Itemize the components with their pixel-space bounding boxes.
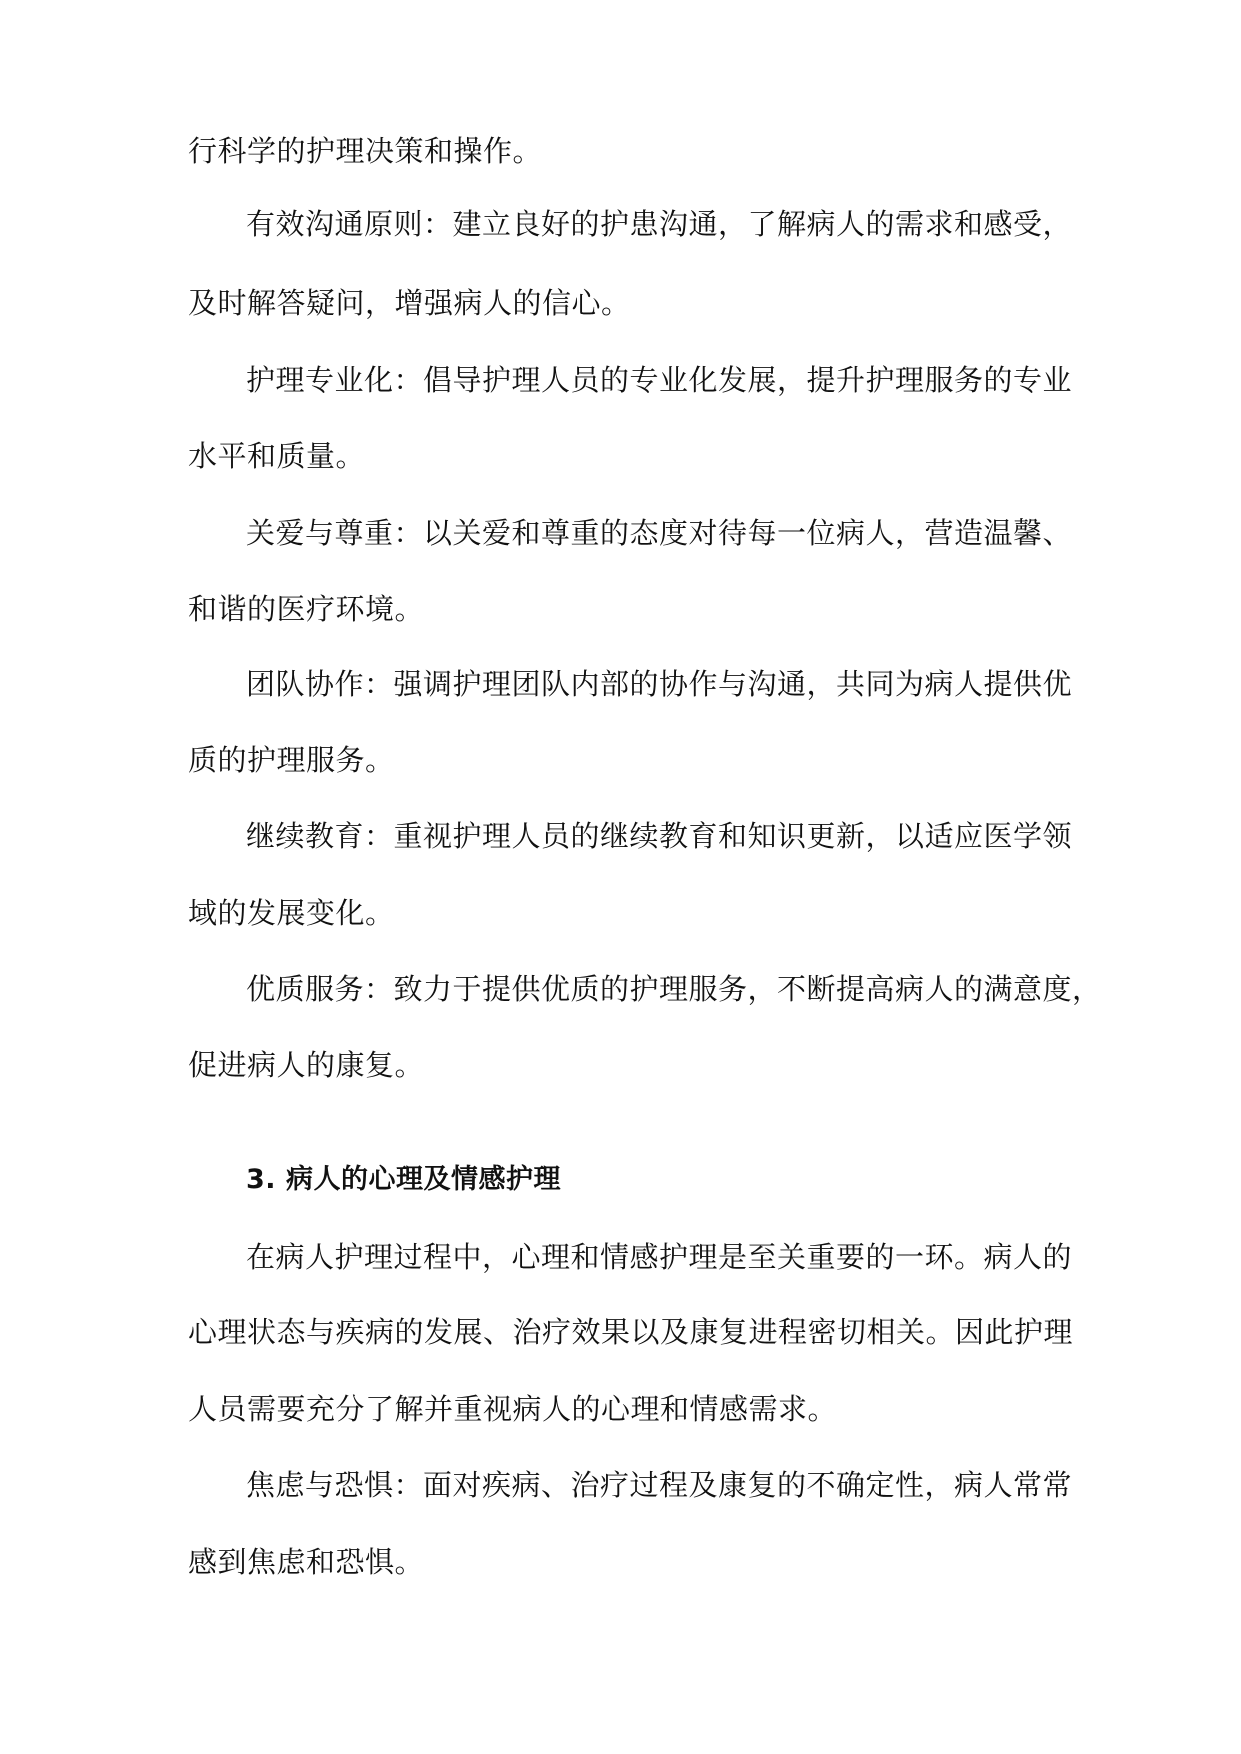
paragraph-psychological-care-line-3: 人员需要充分了解并重视病人的心理和情感需求。 xyxy=(188,1392,838,1426)
text-line-1: 行科学的护理决策和操作。 xyxy=(188,134,543,168)
paragraph-care-respect-line-2: 和谐的医疗环境。 xyxy=(188,592,425,626)
paragraph-anxiety-fear-line-1: 焦虑与恐惧：面对疾病、治疗过程及康复的不确定性，病人常常 xyxy=(246,1468,1073,1502)
paragraph-professionalization-line-2: 水平和质量。 xyxy=(188,439,366,473)
paragraph-quality-service-line-2: 促进病人的康复。 xyxy=(188,1048,425,1082)
paragraph-continuing-education-line-2: 域的发展变化。 xyxy=(188,896,395,930)
paragraph-psychological-care-line-1: 在病人护理过程中，心理和情感护理是至关重要的一环。病人的 xyxy=(246,1240,1073,1274)
paragraph-care-respect-line-1: 关爱与尊重：以关爱和尊重的态度对待每一位病人，营造温馨、 xyxy=(246,516,1073,550)
paragraph-effective-communication-line-2: 及时解答疑问，增强病人的信心。 xyxy=(188,286,631,320)
paragraph-effective-communication-line-1: 有效沟通原则：建立良好的护患沟通，了解病人的需求和感受， xyxy=(246,207,1073,241)
paragraph-anxiety-fear-line-2: 感到焦虑和恐惧。 xyxy=(188,1545,425,1579)
paragraph-psychological-care-line-2: 心理状态与疾病的发展、治疗效果以及康复进程密切相关。因此护理 xyxy=(188,1315,1074,1349)
paragraph-continuing-education-line-1: 继续教育：重视护理人员的继续教育和知识更新，以适应医学领 xyxy=(246,819,1073,853)
paragraph-quality-service-line-1: 优质服务：致力于提供优质的护理服务，不断提高病人的满意度， xyxy=(246,972,1102,1006)
section-heading: 3. 病人的心理及情感护理 xyxy=(246,1164,561,1195)
paragraph-professionalization-line-1: 护理专业化：倡导护理人员的专业化发展，提升护理服务的专业 xyxy=(246,363,1073,397)
paragraph-teamwork-line-1: 团队协作：强调护理团队内部的协作与沟通，共同为病人提供优 xyxy=(246,667,1073,701)
paragraph-teamwork-line-2: 质的护理服务。 xyxy=(188,743,395,777)
